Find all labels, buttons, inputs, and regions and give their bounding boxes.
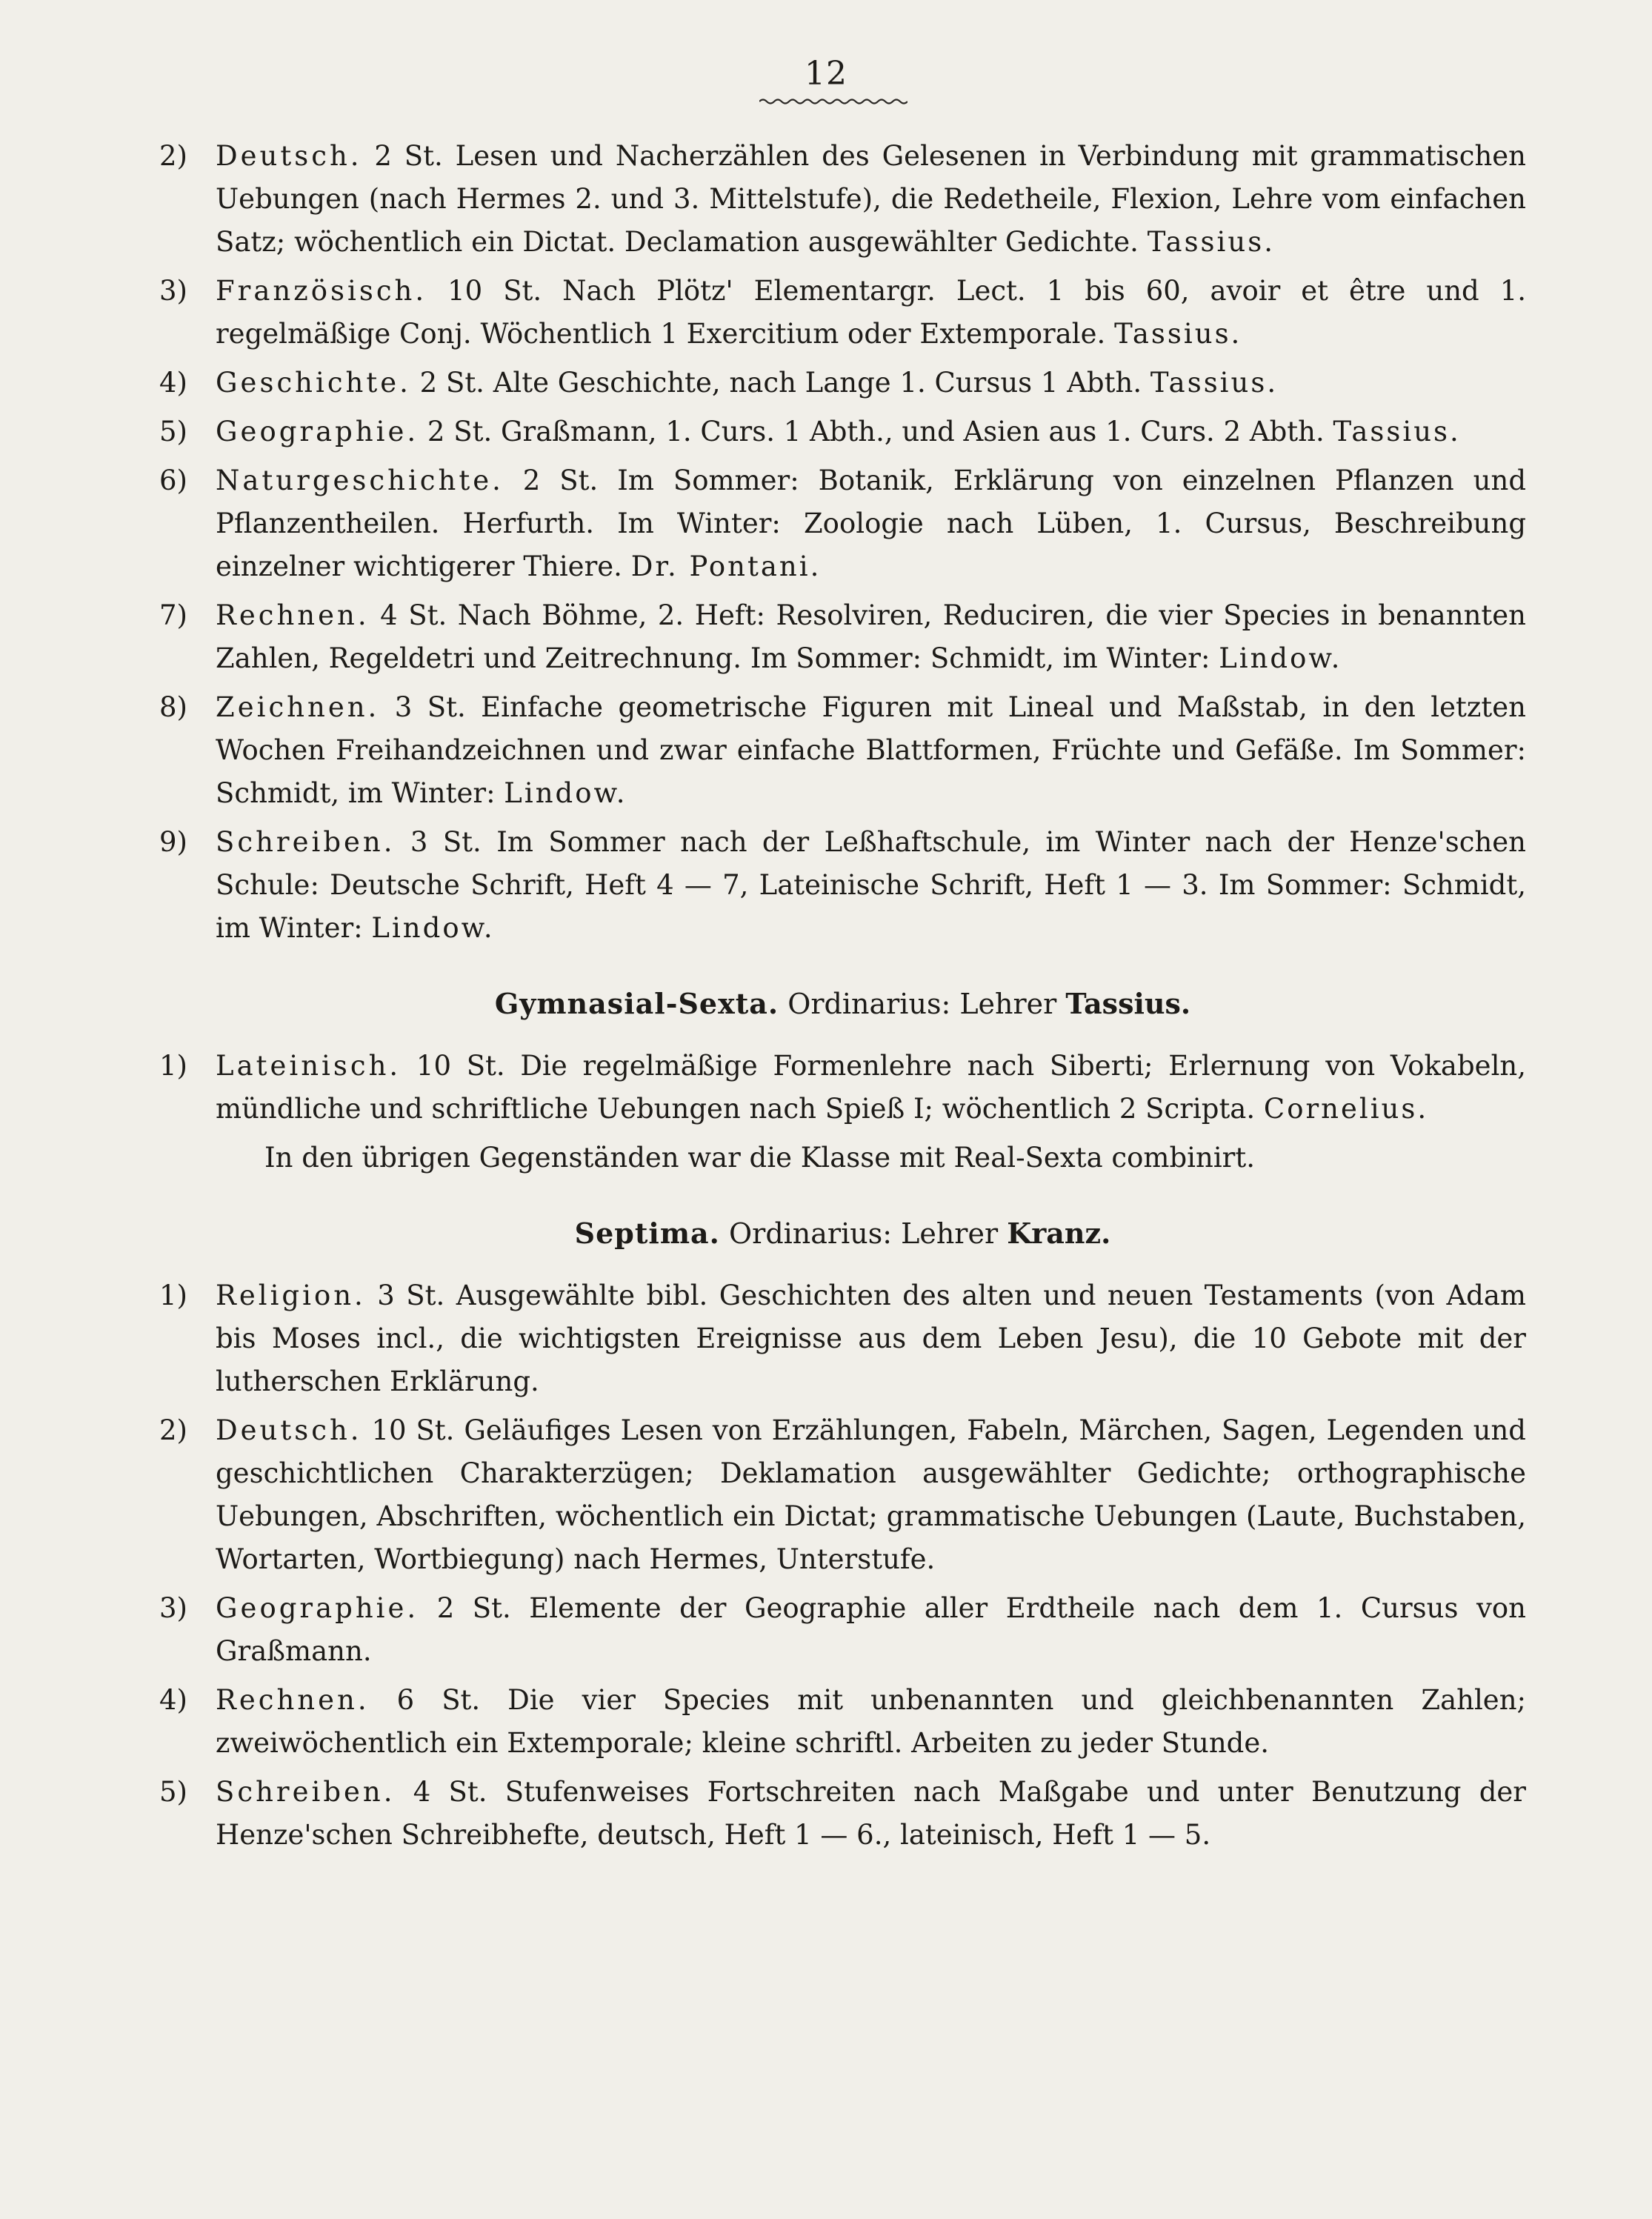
item-text: 3 St. Im Sommer nach der Leßhaftschule, im Winter nach der Henze'schen Schule: Deutsche Schrift, Heft 4 — 7, Lateinische Schrift, Heft 1 — 3. Im Sommer: Schmidt, im Winter:: [216, 826, 1526, 944]
teacher-name: Cornelius.: [1263, 1093, 1429, 1125]
subject-name: Französisch.: [216, 275, 427, 307]
item-text: 2 St. Alte Geschichte, nach Lange 1. Cursus 1 Abth.: [410, 367, 1150, 399]
class-name: Gymnasial-Sexta.: [494, 987, 779, 1020]
list-item: [159, 410, 1526, 453]
item-text: 6 St. Die vier Species mit unbenannten und gleichbenannten Zahlen; zweiwöchentlich ein Extemporale; kleine schriftl. Arbeiten zu jeder Stunde.: [216, 1684, 1526, 1759]
teacher-name: Lindow.: [504, 777, 627, 809]
teacher-name: Lindow.: [1219, 642, 1342, 674]
item-text: 10 St. Geläufiges Lesen von Erzählungen, Fabeln, Märchen, Sagen, Legenden und geschichtlichen Charakterzügen; Deklamation ausgewählter Gedichte; orthographische Uebungen, Abschriften, wöchentlich ein Dictat; grammatische Uebungen (Laute, Buchstaben, Wortarten, Wortbiegung) nach Hermes, Unterstufe.: [216, 1414, 1526, 1575]
class-name: Septima.: [574, 1217, 720, 1250]
item-number: 5): [159, 1776, 187, 1808]
ordinarius-name: Tassius.: [1065, 987, 1191, 1020]
list-item: [159, 1409, 1526, 1581]
item-text: 4 St. Nach Böhme, 2. Heft: Resolviren, Reduciren, die vier Species in benannten Zahlen, Regeldetri und Zeitrechnung. Im Sommer: Schmidt, im Winter:: [216, 599, 1526, 674]
item-number: 9): [159, 826, 187, 858]
item-number: 5): [159, 416, 187, 448]
teacher-name: Tassius.: [1147, 226, 1275, 258]
list-item: [159, 1045, 1526, 1131]
document-body: [159, 135, 1526, 1863]
subject-name: Schreiben.: [216, 826, 396, 858]
list-item: [159, 1274, 1526, 1403]
subject-name: Geographie.: [216, 1592, 419, 1624]
subject-name: Geographie.: [216, 416, 419, 448]
item-text: 3 St. Einfache geometrische Figuren mit Lineal und Maßstab, in den letzten Wochen Freihandzeichnen und zwar einfache Blattformen, Früchte und Gefäße. Im Sommer: Schmidt, im Winter:: [216, 691, 1526, 809]
teacher-name: Tassius.: [1114, 318, 1242, 350]
subject-name: Zeichnen.: [216, 691, 380, 723]
teacher-name: Dr. Pontani.: [630, 550, 822, 582]
item-number: 3): [159, 1592, 187, 1624]
subject-name: Lateinisch.: [216, 1050, 402, 1082]
item-number: 1): [159, 1280, 187, 1311]
item-text: 3 St. Ausgewählte bibl. Geschichten des alten und neuen Testaments (von Adam bis Moses incl., die wichtigsten Ereignisse aus dem Leben Jesu), die 10 Gebote mit der lutherschen Erklärung.: [216, 1280, 1526, 1397]
section-heading-septima: [159, 1212, 1526, 1255]
item-text: 2 St. Lesen und Nacherzählen des Gelesenen in Verbindung mit grammatischen Uebungen (nach Hermes 2. und 3. Mittelstufe), die Redetheile, Flexion, Lehre vom einfachen Satz; wöchentlich ein Dictat. Declamation ausgewählter Gedichte.: [216, 140, 1526, 258]
item-number: 4): [159, 1684, 187, 1716]
list-item: [159, 594, 1526, 680]
item-number: 2): [159, 1414, 187, 1446]
list-item: [159, 821, 1526, 950]
item-text: 2 St. Graßmann, 1. Curs. 1 Abth., und Asien aus 1. Curs. 2 Abth.: [419, 416, 1333, 448]
item-number: 7): [159, 599, 187, 631]
teacher-name: Tassius.: [1333, 416, 1461, 448]
section-gymnasial-sexta: [159, 1045, 1526, 1180]
item-text: 2 St. Elemente der Geographie aller Erdtheile nach dem 1. Cursus von Graßmann.: [216, 1592, 1526, 1667]
section-note: In den übrigen Gegenständen war die Klasse mit Real-Sexta combinirt.: [264, 1142, 1255, 1174]
list-item: [159, 459, 1526, 588]
list-item: [159, 686, 1526, 815]
subject-name: Naturgeschichte.: [216, 465, 504, 496]
wavy-underline-ornament: [759, 96, 907, 107]
item-number: 4): [159, 367, 187, 399]
item-text: 4 St. Stufenweises Fortschreiten nach Maßgabe und unter Benutzung der Henze'schen Schreibhefte, deutsch, Heft 1 — 6., lateinisch, Heft 1 — 5.: [216, 1776, 1526, 1851]
subject-name: Rechnen.: [216, 1684, 370, 1716]
item-number: 2): [159, 140, 187, 172]
subject-name: Religion.: [216, 1280, 366, 1311]
ordinarius-label: Ordinarius: Lehrer: [719, 1217, 1007, 1250]
subject-name: Deutsch.: [216, 1414, 362, 1446]
list-item: [159, 1587, 1526, 1673]
list-item: [159, 1771, 1526, 1857]
subject-name: Rechnen.: [216, 599, 370, 631]
item-number: 3): [159, 275, 187, 307]
ordinarius-name: Kranz.: [1007, 1217, 1111, 1250]
item-text: 10 St. Die regelmäßige Formenlehre nach Siberti; Erlernung von Vokabeln, mündliche und schriftliche Uebungen nach Spieß I; wöchentlich 2 Scripta.: [216, 1050, 1526, 1125]
teacher-name: Tassius.: [1150, 367, 1279, 399]
section-septima: [159, 1274, 1526, 1857]
item-text: 2 St. Im Sommer: Botanik, Erklärung von einzelnen Pflanzen und Pflanzentheilen. Herfurth. Im Winter: Zoologie nach Lüben, 1. Cursus, Beschreibung einzelner wichtigerer Thiere.: [216, 465, 1526, 582]
item-number: 6): [159, 465, 187, 496]
section-real-sexta-continued: [159, 135, 1526, 950]
list-item: [159, 135, 1526, 264]
list-item: [159, 270, 1526, 356]
ordinarius-label: Ordinarius: Lehrer: [779, 988, 1066, 1020]
item-text: 10 St. Nach Plötz' Elementargr. Lect. 1 bis 60, avoir et être und 1. regelmäßige Conj. Wöchentlich 1 Exercitium oder Extemporale.: [216, 275, 1526, 350]
page-number: 12: [805, 55, 847, 93]
subject-name: Schreiben.: [216, 1776, 396, 1808]
list-item: [159, 362, 1526, 405]
item-number: 8): [159, 691, 187, 723]
section-heading-sexta: [159, 982, 1526, 1025]
list-item: [159, 1679, 1526, 1765]
item-number: 1): [159, 1050, 187, 1082]
subject-name: Deutsch.: [216, 140, 362, 172]
subject-name: Geschichte.: [216, 367, 411, 399]
teacher-name: Lindow.: [371, 912, 495, 944]
